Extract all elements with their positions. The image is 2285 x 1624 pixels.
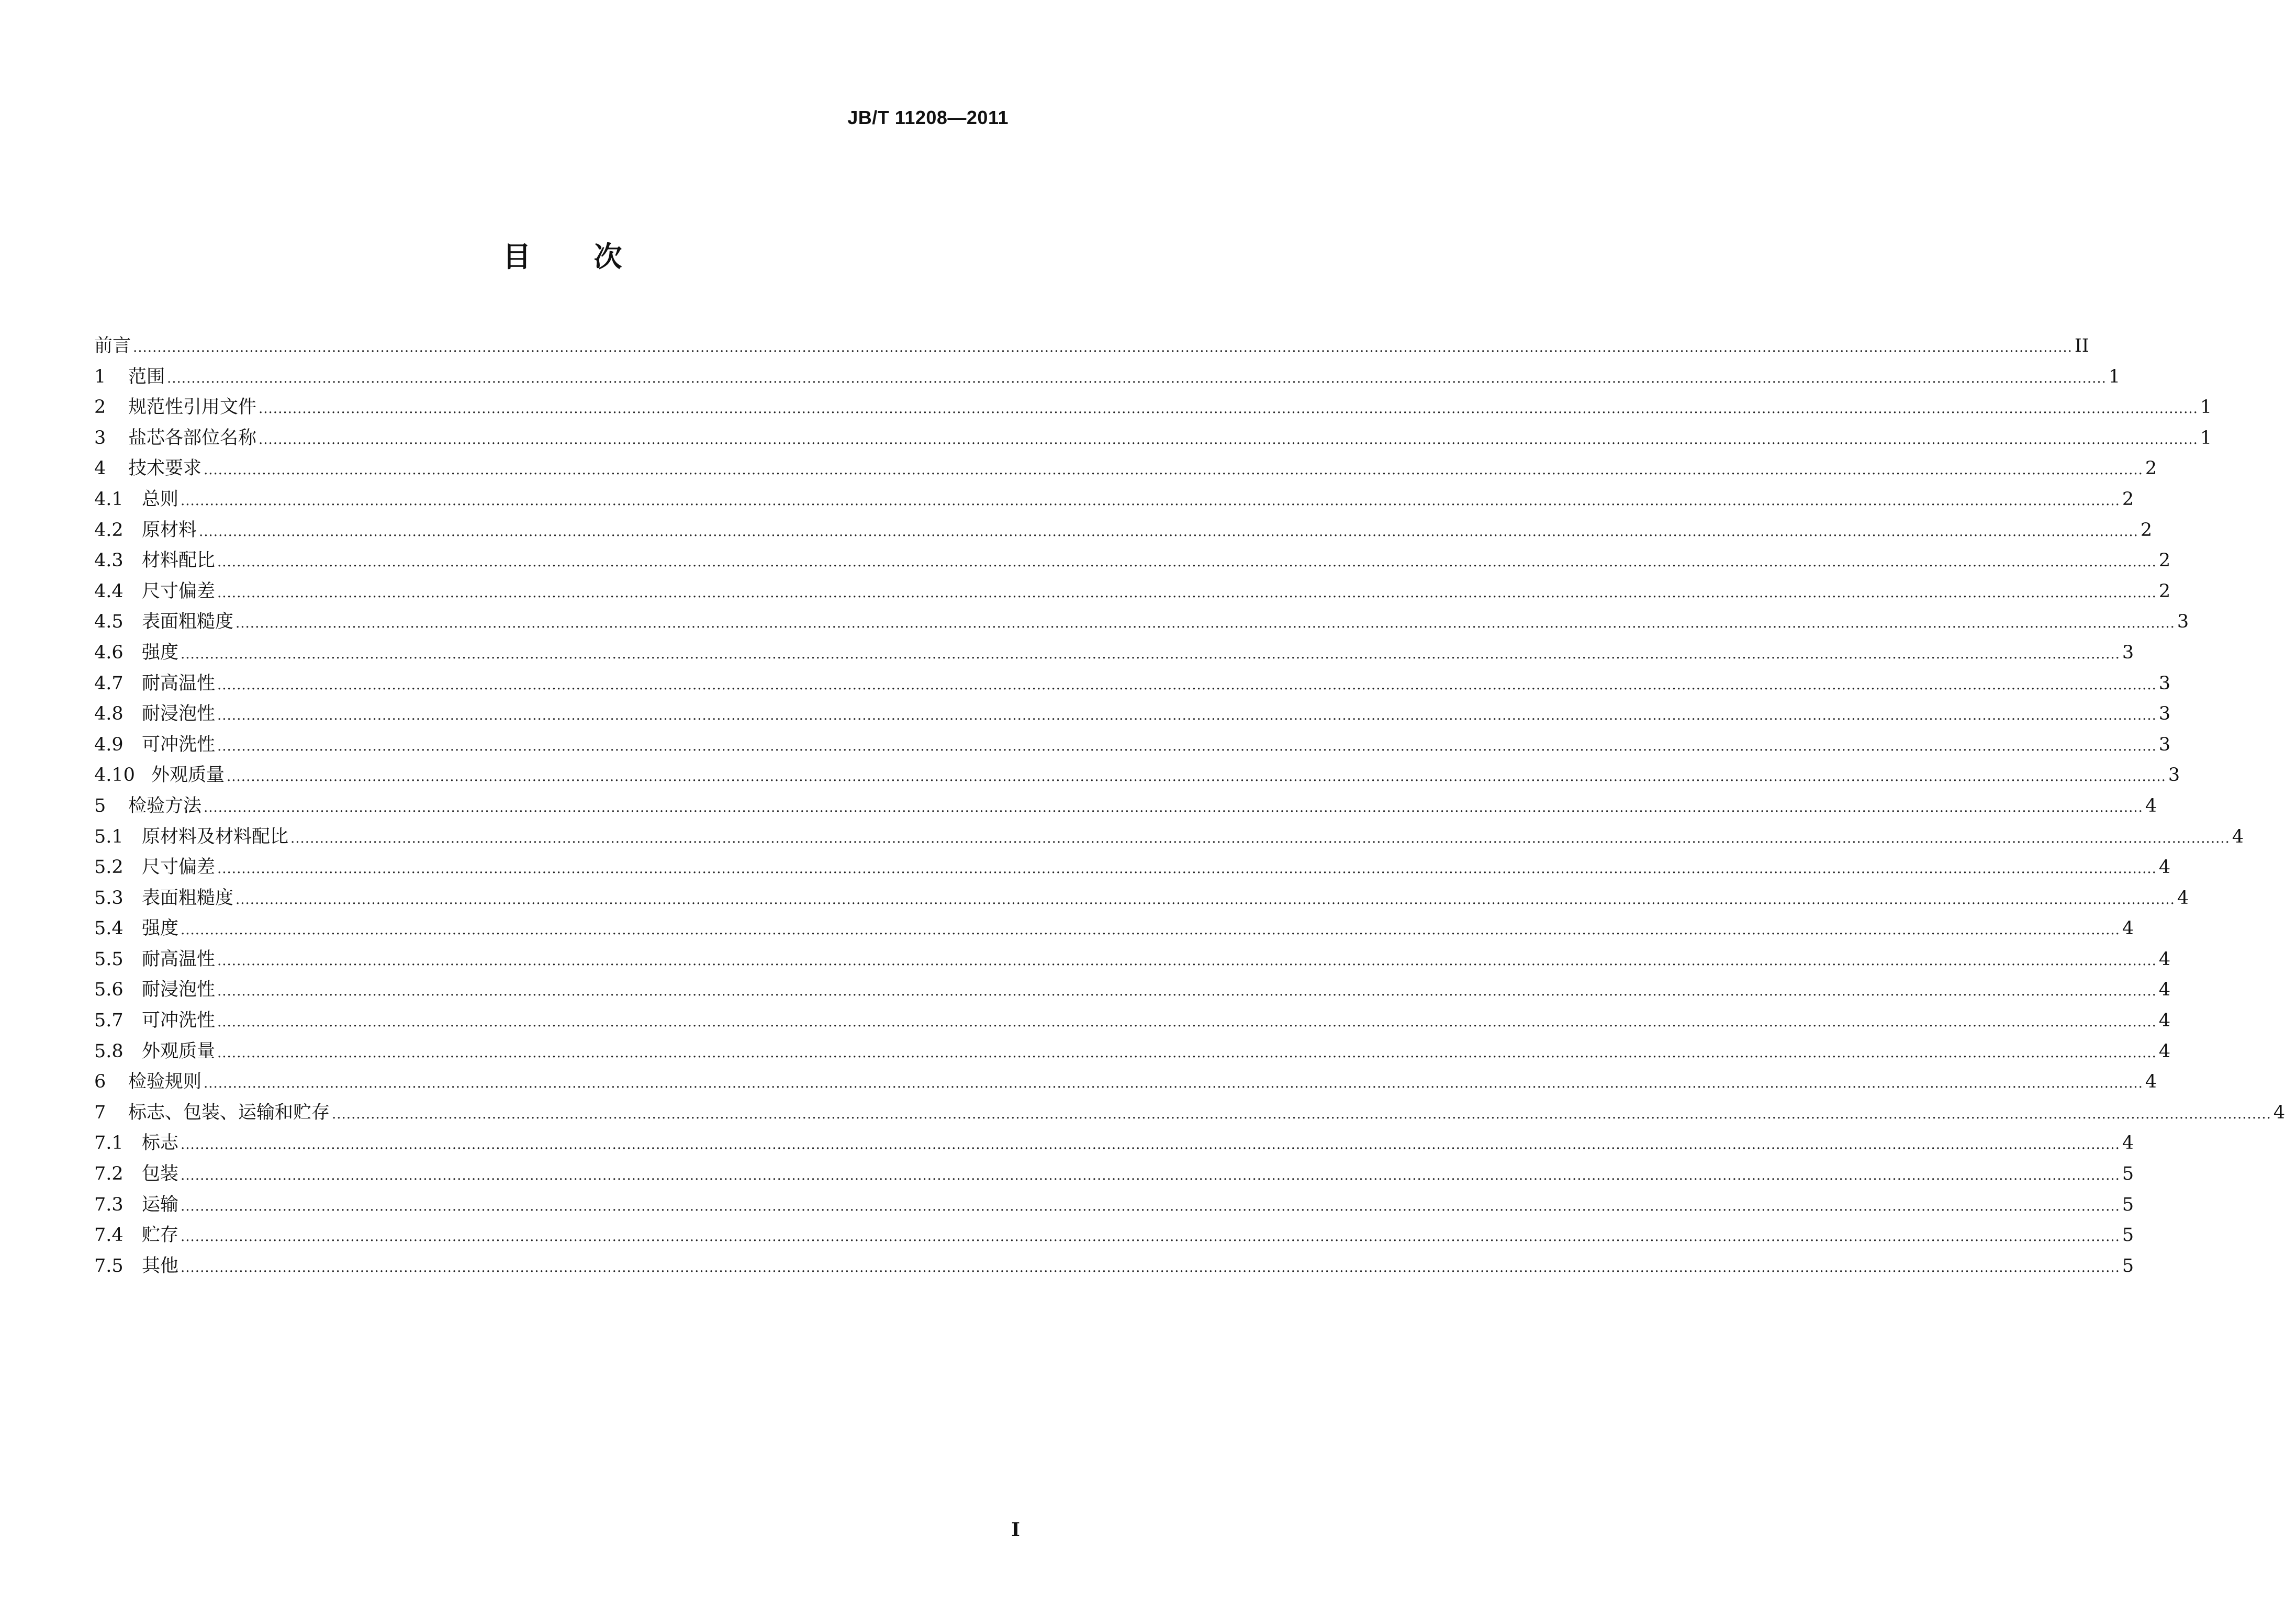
- toc-entry[interactable]: [94, 484, 2134, 515]
- toc-entry-label: 检验方法: [128, 795, 202, 816]
- toc-entry[interactable]: [94, 1005, 2171, 1036]
- toc-entry-label: 材料配比: [142, 550, 216, 572]
- toc-entry-page: 3: [2158, 734, 2171, 755]
- toc-entry-label: 范围: [128, 366, 165, 387]
- toc-entry-label: 贮存: [142, 1225, 179, 1246]
- toc-entry[interactable]: [94, 331, 2089, 362]
- toc-entry-number: 7: [94, 1102, 106, 1123]
- toc-entry-page: 4: [2122, 918, 2134, 939]
- toc-entry[interactable]: [94, 362, 2121, 393]
- toc-dot-leader: ................................................................................................................................................................................................................................................................................................................................................................................................................: [217, 677, 2157, 693]
- toc-entry-label: 包装: [142, 1163, 179, 1185]
- toc-entry-page: 4: [2145, 795, 2157, 816]
- toc-entry-page: 1: [2200, 397, 2212, 418]
- toc-dot-leader: ................................................................................................................................................................................................................................................................................................................................................................................................................: [181, 1168, 2120, 1184]
- toc-entry-number: 6: [94, 1071, 106, 1093]
- toc-entry-number: 7.2: [94, 1163, 124, 1185]
- table-of-contents: [94, 331, 2285, 1281]
- toc-entry-label: 总则: [142, 488, 179, 510]
- toc-dot-leader: ................................................................................................................................................................................................................................................................................................................................................................................................................: [181, 1229, 2120, 1245]
- toc-entry-number: 5: [94, 795, 106, 816]
- toc-entry[interactable]: [94, 913, 2134, 944]
- toc-entry[interactable]: [94, 1159, 2134, 1190]
- toc-entry[interactable]: [94, 423, 2212, 454]
- toc-entry[interactable]: [94, 852, 2171, 883]
- toc-entry-label: 可冲洗性: [142, 1010, 216, 1032]
- toc-dot-leader: ................................................................................................................................................................................................................................................................................................................................................................................................................: [290, 830, 2230, 846]
- toc-entry-page: II: [2074, 335, 2089, 356]
- toc-entry[interactable]: [94, 1251, 2134, 1282]
- toc-entry-number: 4.10: [94, 765, 135, 786]
- toc-dot-leader: ................................................................................................................................................................................................................................................................................................................................................................................................................: [181, 646, 2120, 662]
- toc-entry-page: 3: [2158, 703, 2171, 725]
- toc-entry-page: 3: [2168, 765, 2180, 786]
- toc-dot-leader: ................................................................................................................................................................................................................................................................................................................................................................................................................: [204, 462, 2143, 478]
- toc-entry[interactable]: [94, 1097, 2285, 1128]
- toc-dot-leader: ................................................................................................................................................................................................................................................................................................................................................................................................................: [217, 585, 2157, 601]
- toc-dot-leader: ................................................................................................................................................................................................................................................................................................................................................................................................................: [259, 401, 2198, 417]
- page-number: I: [1011, 1519, 1020, 1541]
- toc-entry-number: 4.7: [94, 673, 124, 694]
- toc-entry-number: 5.4: [94, 918, 124, 939]
- toc-entry-number: 7.4: [94, 1225, 124, 1246]
- page-title: [0, 234, 1125, 275]
- toc-entry-label: 前言: [94, 335, 131, 356]
- toc-dot-leader: ................................................................................................................................................................................................................................................................................................................................................................................................................: [217, 983, 2157, 1000]
- toc-entry-page: 3: [2177, 611, 2189, 633]
- toc-dot-leader: ................................................................................................................................................................................................................................................................................................................................................................................................................: [181, 492, 2120, 509]
- toc-entry[interactable]: [94, 545, 2171, 576]
- toc-entry-label: 检验规则: [128, 1071, 202, 1093]
- toc-entry-page: 2: [2158, 550, 2171, 572]
- toc-dot-leader: ................................................................................................................................................................................................................................................................................................................................................................................................................: [181, 1198, 2120, 1214]
- toc-entry[interactable]: [94, 1128, 2134, 1159]
- toc-entry-page: 5: [2122, 1225, 2134, 1246]
- toc-entry-label: 强度: [142, 918, 179, 939]
- toc-entry-label: 尺寸偏差: [142, 857, 216, 878]
- toc-entry-label: 可冲洗性: [142, 734, 216, 755]
- toc-entry-page: 1: [2200, 427, 2212, 449]
- toc-entry-number: 5.3: [94, 887, 124, 909]
- toc-entry[interactable]: [94, 975, 2171, 1005]
- toc-entry-number: 3: [94, 427, 106, 449]
- toc-dot-leader: ................................................................................................................................................................................................................................................................................................................................................................................................................: [181, 1137, 2120, 1153]
- toc-entry-number: 5.6: [94, 979, 124, 1001]
- toc-entry-label: 原材料: [142, 519, 197, 541]
- toc-entry-number: 4.9: [94, 734, 124, 755]
- toc-entry-label: 表面粗糙度: [142, 887, 234, 909]
- toc-entry-page: 4: [2158, 1010, 2171, 1032]
- toc-dot-leader: ................................................................................................................................................................................................................................................................................................................................................................................................................: [227, 769, 2166, 785]
- toc-entry-number: 4.1: [94, 488, 124, 510]
- toc-entry-label: 其他: [142, 1255, 179, 1276]
- toc-entry-number: 4.8: [94, 703, 124, 725]
- toc-entry[interactable]: [94, 760, 2180, 791]
- toc-entry-label: 耐浸泡性: [142, 979, 216, 1001]
- toc-entry-page: 4: [2177, 887, 2189, 909]
- toc-entry-label: 表面粗糙度: [142, 611, 234, 633]
- toc-dot-leader: ................................................................................................................................................................................................................................................................................................................................................................................................................: [204, 799, 2143, 815]
- toc-entry[interactable]: [94, 576, 2171, 607]
- toc-entry-number: 7.1: [94, 1133, 124, 1154]
- toc-entry-label: 耐浸泡性: [142, 703, 216, 725]
- toc-entry-page: 4: [2273, 1102, 2285, 1123]
- toc-entry[interactable]: [94, 668, 2171, 699]
- toc-entry-page: 4: [2158, 1040, 2171, 1062]
- toc-entry-number: 7.5: [94, 1255, 124, 1276]
- toc-dot-leader: ................................................................................................................................................................................................................................................................................................................................................................................................................: [217, 1045, 2157, 1061]
- toc-entry-page: 4: [2158, 948, 2171, 970]
- title-char-1: 目: [502, 240, 531, 273]
- toc-entry-number: 7.3: [94, 1194, 124, 1215]
- toc-entry-label: 技术要求: [128, 458, 202, 479]
- toc-dot-leader: ................................................................................................................................................................................................................................................................................................................................................................................................................: [133, 340, 2073, 355]
- toc-dot-leader: ................................................................................................................................................................................................................................................................................................................................................................................................................: [204, 1076, 2143, 1092]
- toc-entry[interactable]: [94, 453, 2157, 484]
- toc-entry-page: 2: [2158, 580, 2171, 602]
- toc-entry-label: 标志: [142, 1133, 179, 1154]
- toc-entry-label: 规范性引用文件: [128, 397, 257, 418]
- toc-entry-number: 4.5: [94, 611, 124, 633]
- toc-entry-page: 1: [2108, 366, 2121, 387]
- toc-entry-label: 尺寸偏差: [142, 580, 216, 602]
- toc-dot-leader: ................................................................................................................................................................................................................................................................................................................................................................................................................: [332, 1106, 2271, 1122]
- toc-entry[interactable]: [94, 637, 2134, 668]
- toc-entry-page: 3: [2122, 642, 2134, 663]
- toc-dot-leader: ................................................................................................................................................................................................................................................................................................................................................................................................................: [236, 891, 2175, 908]
- toc-entry-label: 耐高温性: [142, 673, 216, 694]
- toc-dot-leader: ................................................................................................................................................................................................................................................................................................................................................................................................................: [199, 523, 2138, 540]
- toc-entry-number: 4: [94, 458, 106, 479]
- toc-entry[interactable]: [94, 791, 2157, 822]
- toc-entry-page: 5: [2122, 1255, 2134, 1276]
- toc-entry-label: 盐芯各部位名称: [128, 427, 257, 449]
- toc-entry-page: 4: [2158, 979, 2171, 1001]
- toc-entry[interactable]: [94, 1220, 2134, 1251]
- toc-entry-page: 5: [2122, 1163, 2134, 1185]
- toc-entry[interactable]: [94, 607, 2189, 637]
- toc-dot-leader: ................................................................................................................................................................................................................................................................................................................................................................................................................: [217, 1014, 2157, 1031]
- toc-entry-label: 耐高温性: [142, 948, 216, 970]
- toc-entry-number: 5.8: [94, 1040, 124, 1062]
- title-char-2: 次: [593, 240, 622, 273]
- toc-entry-number: 5.2: [94, 857, 124, 878]
- toc-entry-page: 2: [2145, 458, 2157, 479]
- toc-dot-leader: ................................................................................................................................................................................................................................................................................................................................................................................................................: [217, 738, 2157, 754]
- toc-entry-page: 2: [2122, 488, 2134, 510]
- toc-entry[interactable]: [94, 730, 2171, 760]
- toc-entry-label: 标志、包装、运输和贮存: [128, 1102, 330, 1123]
- toc-dot-leader: ................................................................................................................................................................................................................................................................................................................................................................................................................: [259, 431, 2198, 447]
- toc-entry-page: 3: [2158, 673, 2171, 694]
- toc-dot-leader: ................................................................................................................................................................................................................................................................................................................................................................................................................: [217, 953, 2157, 969]
- toc-dot-leader: ................................................................................................................................................................................................................................................................................................................................................................................................................: [217, 554, 2157, 570]
- toc-entry-page: 5: [2122, 1194, 2134, 1215]
- toc-entry[interactable]: [94, 392, 2212, 423]
- toc-entry-page: 4: [2122, 1133, 2134, 1154]
- toc-dot-leader: ................................................................................................................................................................................................................................................................................................................................................................................................................: [236, 615, 2175, 632]
- toc-entry[interactable]: [94, 944, 2171, 975]
- toc-entry-page: 4: [2158, 857, 2171, 878]
- toc-entry[interactable]: [94, 1190, 2134, 1220]
- toc-entry-label: 外观质量: [142, 1040, 216, 1062]
- toc-dot-leader: ................................................................................................................................................................................................................................................................................................................................................................................................................: [181, 1259, 2120, 1275]
- toc-entry-number: 4.2: [94, 519, 124, 541]
- toc-entry-page: 4: [2145, 1071, 2157, 1093]
- toc-entry-number: 5.1: [94, 826, 124, 847]
- standard-number: JB/T 11208—2011: [847, 107, 1009, 128]
- toc-entry-label: 原材料及材料配比: [142, 826, 289, 847]
- toc-dot-leader: ................................................................................................................................................................................................................................................................................................................................................................................................................: [181, 922, 2120, 938]
- toc-entry-number: 1: [94, 366, 106, 387]
- toc-entry-label: 运输: [142, 1194, 179, 1215]
- toc-entry[interactable]: [94, 822, 2244, 853]
- toc-entry-page: 2: [2140, 519, 2153, 541]
- toc-entry-page: 4: [2232, 826, 2244, 847]
- toc-entry-number: 4.6: [94, 642, 124, 663]
- toc-dot-leader: ................................................................................................................................................................................................................................................................................................................................................................................................................: [167, 370, 2107, 386]
- toc-entry[interactable]: [94, 699, 2171, 730]
- toc-entry-number: 4.4: [94, 580, 124, 602]
- toc-entry-number: 5.7: [94, 1010, 124, 1032]
- toc-dot-leader: ................................................................................................................................................................................................................................................................................................................................................................................................................: [217, 861, 2157, 877]
- toc-entry[interactable]: [94, 883, 2189, 914]
- toc-entry[interactable]: [94, 1036, 2171, 1067]
- toc-entry[interactable]: [94, 1067, 2157, 1097]
- toc-entry-number: 2: [94, 397, 106, 418]
- toc-entry-number: 4.3: [94, 550, 124, 572]
- toc-entry-label: 强度: [142, 642, 179, 663]
- toc-entry-label: 外观质量: [151, 765, 225, 786]
- toc-entry[interactable]: [94, 515, 2153, 546]
- toc-entry-number: 5.5: [94, 948, 124, 970]
- toc-dot-leader: ................................................................................................................................................................................................................................................................................................................................................................................................................: [217, 708, 2157, 724]
